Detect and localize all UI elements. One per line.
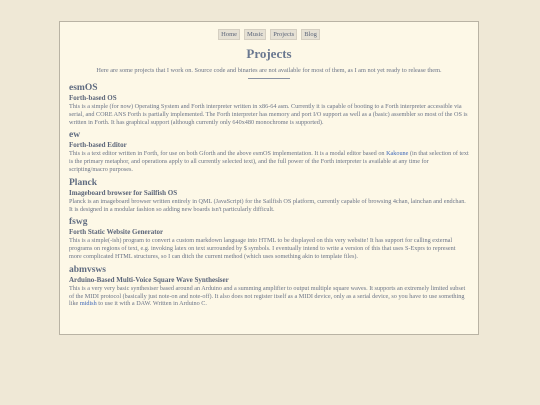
project-subtitle: Arduino-Based Multi-Voice Square Wave Synthesiser [69,275,229,284]
divider [248,78,290,79]
project-name: ew [69,130,81,141]
page-title: Projects [246,46,292,61]
intro-text: Here are some projects that I work on. Source code and binaries are not available for most of them, as I am not yet ready to release them. [96,67,442,74]
nav-home-link[interactable]: Home [218,29,240,40]
project-subtitle: Forth-based Editor [69,141,127,150]
top-nav [69,29,469,40]
nav-music-link[interactable]: Music [244,29,266,40]
project-planck [69,178,469,214]
project-subtitle: Imageboard browser for Sailfish OS [69,188,178,197]
description-part: (in that selection of text is the primary metaphor, and operations apply to all currently selected text), and the full power of the Forth interpreter is available at any time for scripting/macro purposes. [69,150,469,173]
kakoune-link[interactable]: Kakoune [386,150,409,158]
description-part: This is a text editor written in Forth, for use on both Gforth and the above esmOS implementation. It is a modal editor based on [69,150,387,158]
project-description [69,150,469,173]
project-description: This is a simple(-ish) program to convert a custom markdown language into HTML to be displayed on this very website! It has support for calling external programs on regions of text, e.g. invoking latex on text surrounded by $ symbols. I eventually intend to write a version of this that uses S-Exprs to represent more complicated HTML structures, so I can ditch the current method (which uses something akin to template files). [69,237,456,260]
project-ew [69,130,469,173]
description-part: This is a very very basic synthesiser based around an Arduino and a summing amplifier to output multiple square waves. It supports an extremely limited subset of the MIDI protocol (basically just note-on and note-off). It also does not register itself as a MIDI device, only as a serial device, so you have to use something like [69,284,466,308]
project-description [69,285,469,308]
project-description: This is a simple (for now) Operating System and Forth interpreter written in x86-64 asm. Currently it is capable of booting to a Forth interpreter accessible via serial, and CORE ANS Forth is partially implemented. The Forth interpreter has memory and port I/O support as well as a (basic) assembler so most of the OS is written in Forth. It has graphical support (although currently only 640x480 monochrome is supported). [69,103,468,126]
project-subtitle: Forth-based OS [69,94,117,102]
project-name: Planck [69,177,97,188]
description-part: to use it with a DAW. Written in Arduino C. [96,300,207,308]
nav-projects-link[interactable]: Projects [270,29,297,40]
project-description: Planck is an imageboard browser written entirely in QML (JavaScript) for the Sailfish OS platform, currently capable of browsing 4chan, lainchan and endchan. It is designed in a modular fashion so adding new boards isn't particularly difficult. [69,197,466,213]
midish-link[interactable]: midish [79,300,97,308]
project-fswg [69,217,469,260]
nav-blog-link[interactable]: Blog [301,29,320,40]
project-name: abmvsws [69,264,106,275]
project-esmos [69,83,469,126]
project-abmvsws [69,265,469,308]
project-subtitle: Forth Static Website Generator [69,228,164,237]
content-panel [59,21,479,335]
project-name: esmOS [69,83,98,93]
project-name: fswg [69,217,88,228]
